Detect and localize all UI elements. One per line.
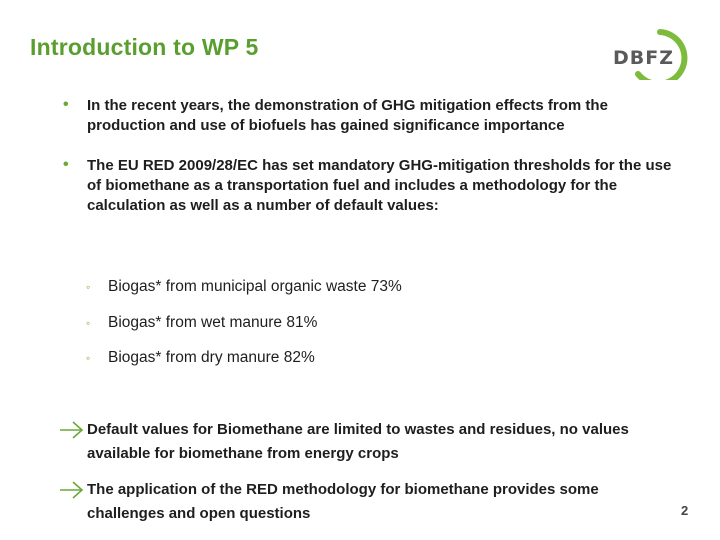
sub-item [86, 277, 402, 297]
bullet-item [63, 96, 687, 136]
right-arrow-icon [57, 478, 85, 502]
dbfz-logo [610, 24, 690, 80]
slide-title: Introduction to WP 5 [30, 34, 259, 60]
arrow-item [87, 418, 647, 466]
ring-bullet-icon: ◦ [86, 280, 91, 294]
bullet-text: The EU RED 2009/28/EC has set mandatory GHG-mitigation thresholds for the use of biomethane as a transportation fuel and includes a methodology for the calculation as well as a number of default values: [87, 157, 672, 214]
ring-bullet-icon: ◦ [86, 316, 91, 330]
bullet-dot-icon: • [63, 96, 69, 113]
right-arrow-icon [57, 418, 85, 442]
arrow-item-text: Default values for Biomethane are limited to wastes and residues, no values available for biomethane from energy crops [87, 421, 629, 462]
sub-item-text: Biogas* from wet manure 81% [108, 314, 318, 331]
logo-text: DBFZ [613, 47, 675, 69]
bullet-item [63, 156, 687, 216]
arrow-item [87, 478, 659, 526]
sub-item [86, 348, 315, 368]
ring-bullet-icon: ◦ [86, 351, 91, 365]
sub-item-text: Biogas* from municipal organic waste 73% [108, 278, 402, 295]
bullet-text: In the recent years, the demonstration of GHG mitigation effects from the production and use of biofuels has gained significance importance [87, 97, 608, 134]
sub-item [86, 313, 318, 333]
arrow-item-text: The application of the RED methodology for biomethane provides some challenges and open questions [87, 481, 599, 522]
page-number: 2 [681, 503, 689, 518]
sub-item-text: Biogas* from dry manure 82% [108, 349, 315, 366]
bullet-dot-icon: • [63, 156, 69, 173]
